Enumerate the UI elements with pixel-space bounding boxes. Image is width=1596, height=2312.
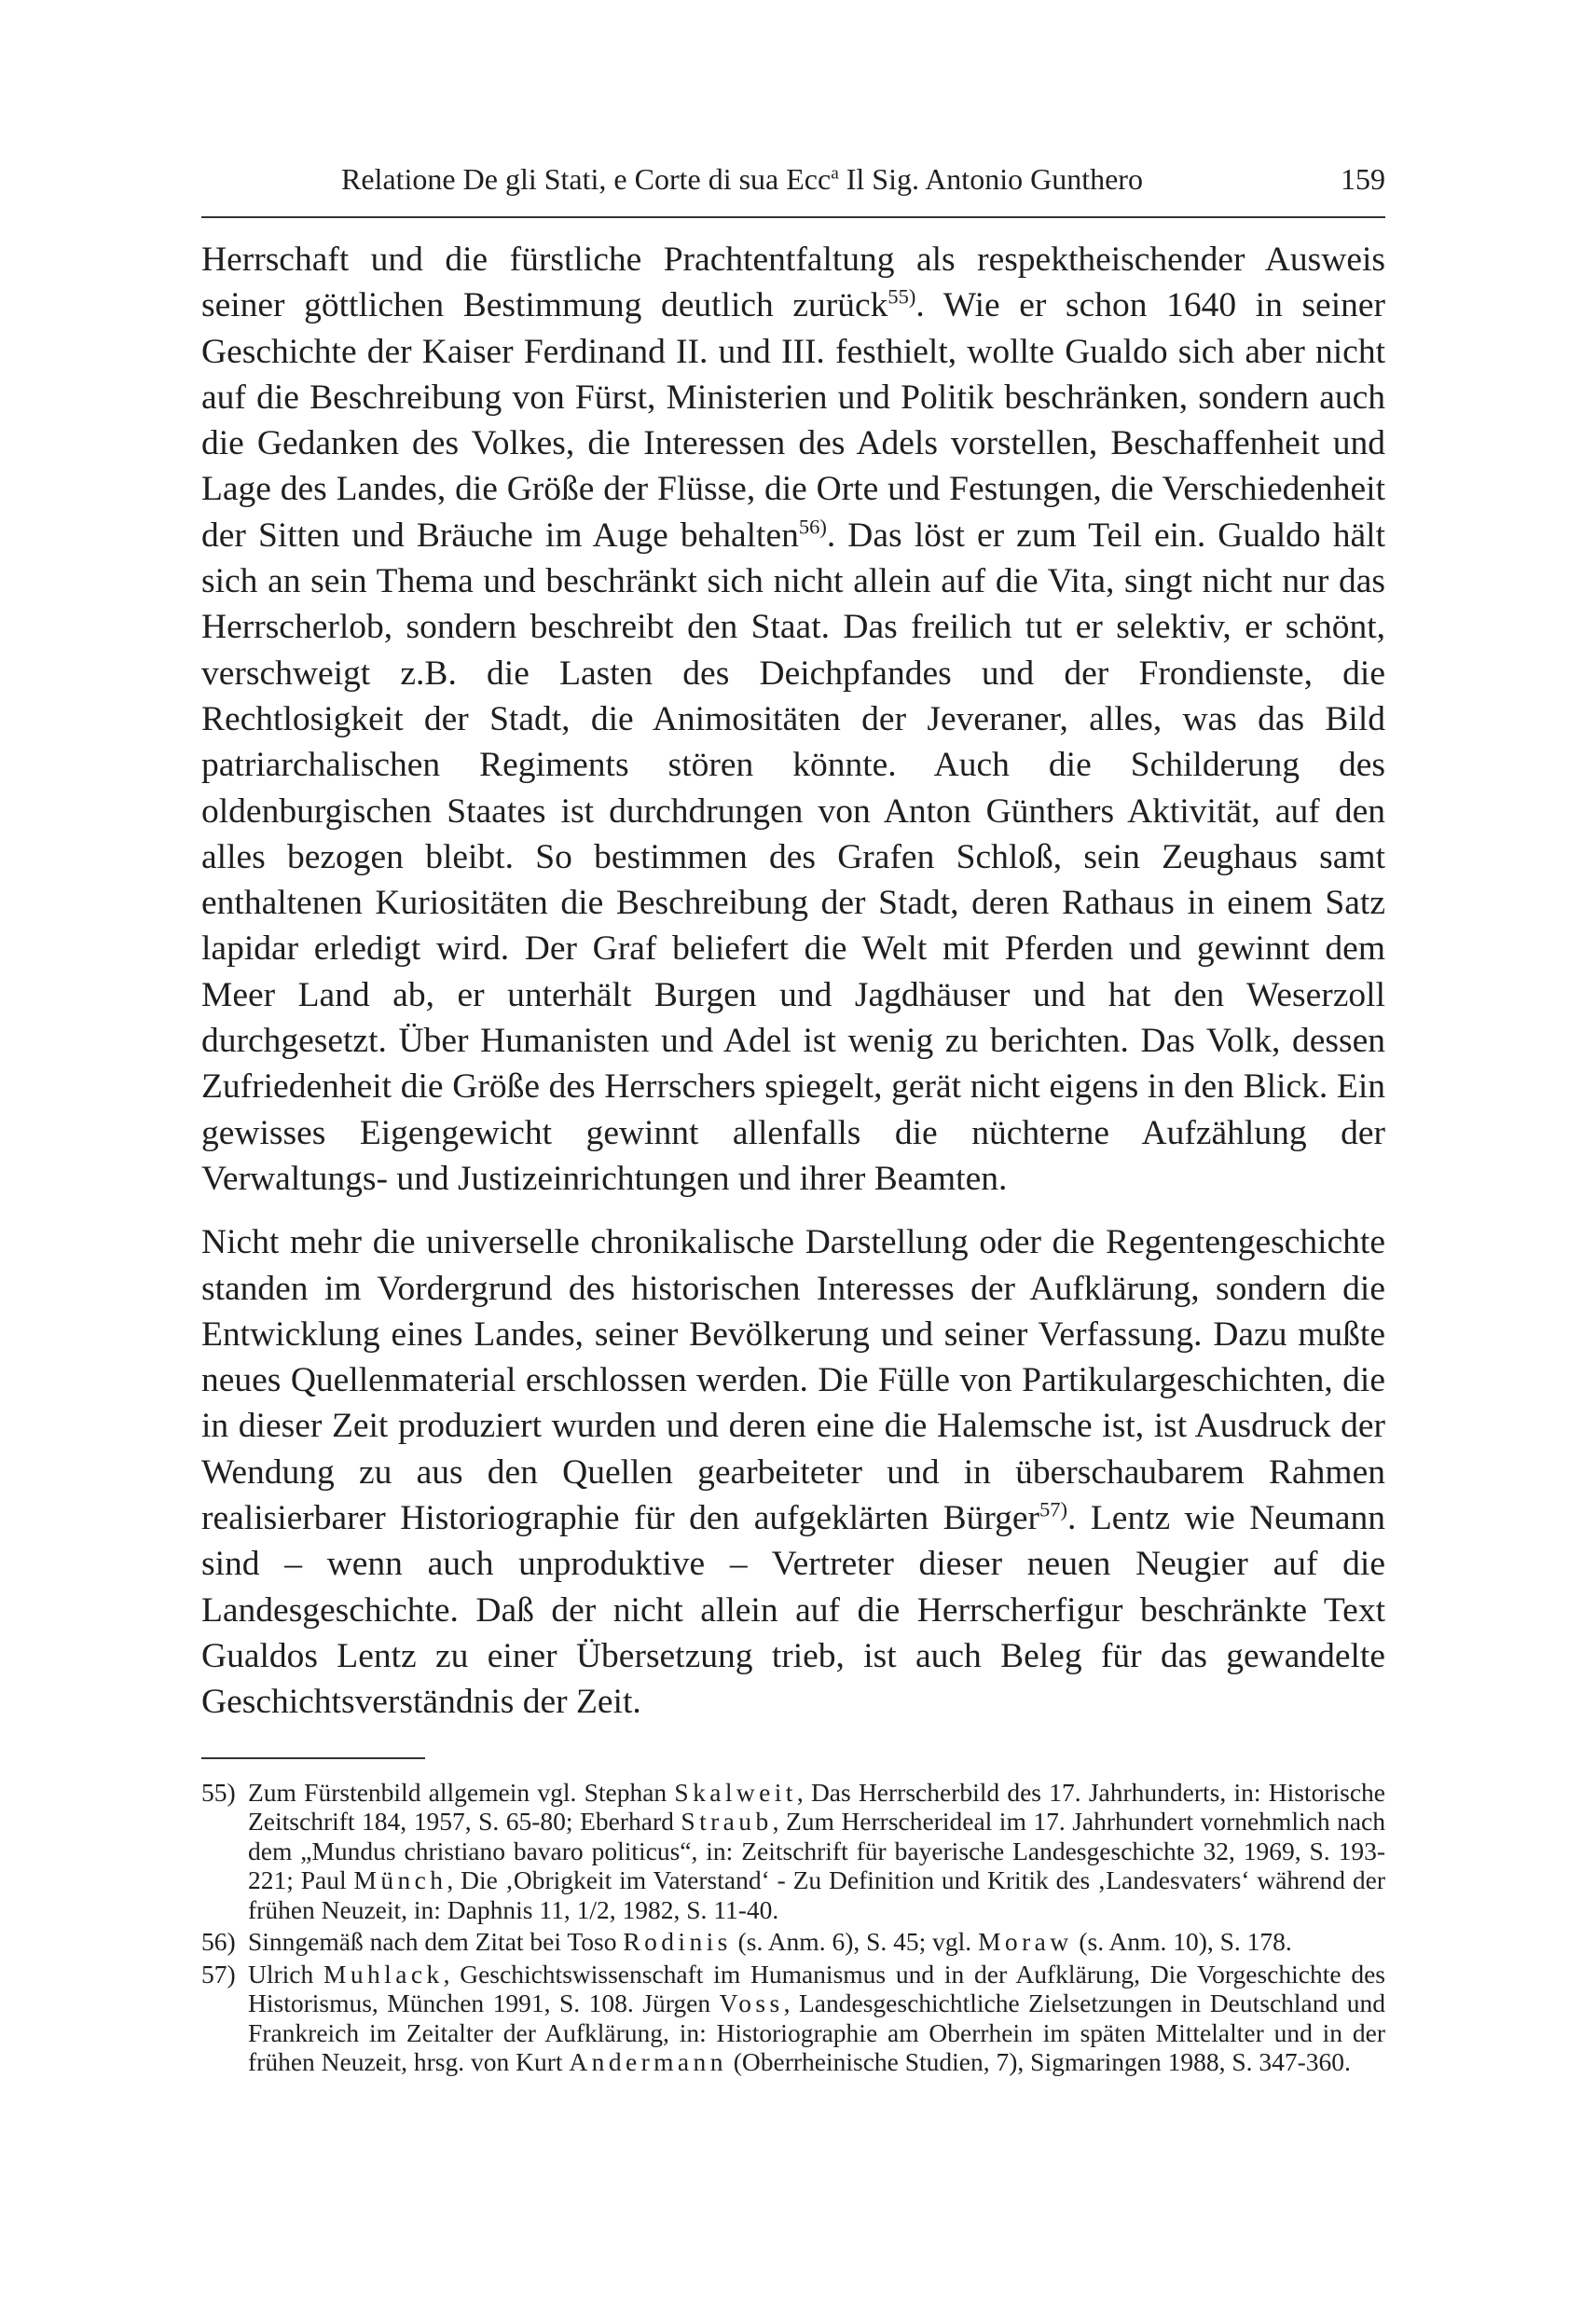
footnote-55-author-3: Münch: [353, 1865, 447, 1894]
footnote-ref-56: 56): [798, 515, 827, 539]
main-text: [201, 237, 1385, 1726]
footnote-57-text-2: , Geschichtswissenschaft im Humanismus und in der Aufklärung, Die Vorgeschichte des Historismus, München 1991, S. 108. Jürgen: [248, 1959, 1385, 2017]
footnote-55-author-1: Skalweit: [674, 1777, 797, 1807]
footnote-56-mark: 56): [201, 1927, 236, 1956]
footnote-56: [201, 1927, 1385, 1957]
page-number: 159: [1341, 162, 1385, 196]
running-title-text: Relatione De gli Stati, e Corte di sua Ecc: [341, 162, 832, 196]
footnote-ref-57: 57): [1039, 1497, 1068, 1521]
footnote-57-author-3: Andermann: [569, 2047, 727, 2076]
footnote-rule: [201, 1757, 425, 1759]
paragraph-2-text-a: Nicht mehr die universelle chronikalische Darstellung oder die Regentengeschichte standen im Vordergrund des historischen Interesses der Aufklärung, sondern die Entwicklung eines Landes, seiner Bevölkerung und seiner Verfassung. Dazu mußte neues Quellenmaterial erschlossen werden. Die Fülle von Partikulargeschichten, die in dieser Zeit produziert wurden und deren eine die Halemsche ist, ist Ausdruck der Wendung zu aus den Quellen gearbeiteter und in überschaubarem Rahmen realisierbarer Historiographie für den aufgeklärten Bürger: [201, 1223, 1385, 1538]
paragraph-1-text-c: . Das löst er zum Teil ein. Gualdo hält sich an sein Thema und beschränkt sich nicht allein auf die Vita, singt nicht nur das Herrscherlob, sondern beschreibt den Staat. Das freilich tut er selektiv, er schönt, verschweigt z.B. die Lasten des Deichpfandes und der Frondienste, die Rechtlosigkeit der Stadt, die Animositäten der Jeveraner, alles, was das Bild patriarchalischen Regiments stören könnte. Auch die Schilderung des oldenburgischen Staates ist durchdrungen von Anton Günthers Aktivität, auf den alles bezogen bleibt. So bestimmen des Grafen Schloß, sein Zeughaus samt enthaltenen Kuriositäten die Beschreibung der Stadt, deren Rathaus in einem Satz lapidar erledigt wird. Der Graf beliefert die Welt mit Pferden und gewinnt dem Meer Land ab, er unterhält Burgen und Jagdhäuser und hat den Weserzoll durchgesetzt. Über Humanisten und Adel ist wenig zu berichten. Das Volk, dessen Zufriedenheit die Größe des Herrschers spiegelt, gerät nicht eigens in den Blick. Ein gewisses Eigengewicht gewinnt allenfalls die nüchterne Aufzählung der Verwaltungs- und Justizeinrichtungen und ihrer Beamten.: [201, 516, 1385, 1198]
header-rule: [201, 216, 1385, 218]
paragraph-2-text-b: . Lentz wie Neumann sind – wenn auch unproduktive – Vertreter dieser neuen Neugier auf die Landesgeschichte. Daß der nicht allein auf die Herrscherfigur beschränkte Text Gualdos Lentz zu einer Übersetzung trieb, ist auch Beleg für das gewandelte Geschichtsverständnis der Zeit.: [201, 1499, 1386, 1722]
footnote-57-mark: 57): [201, 1959, 236, 1989]
footnotes: [201, 1778, 1385, 2077]
paragraph-1-text-a: Herrschaft und die fürstliche Prachtentfaltung als respektheischender Ausweis seiner göttlichen Bestimmung deutlich zurück: [201, 241, 1385, 325]
paragraph-2: [201, 1219, 1385, 1725]
footnote-56-text-2: (s. Anm. 6), S. 45; vgl.: [731, 1927, 979, 1956]
running-title: [341, 151, 1143, 207]
running-head: [201, 140, 1385, 196]
paragraph-1-text-b: . Wie er schon 1640 in seiner Geschichte der Kaiser Ferdinand II. und III. festhielt, wollte Gualdo sich aber nicht auf die Beschreibung von Fürst, Ministerien und Politik beschränken, sondern auch die Gedanken des Volkes, die Interessen des Adels vorstellen, Beschaffenheit und Lage des Landes, die Größe der Flüsse, die Orte und Festungen, die Verschiedenheit der Sitten und Bräuche im Auge behalten: [201, 286, 1385, 555]
footnote-57-text-3: , Landesgeschichtliche Zielsetzungen in Deutschland und Frankreich im Zeitalter der Aufklärung, in: Historiographie am Oberrhein im späten Mittelalter und in der frühen Neuzeit, hrsg. von Kurt: [248, 1989, 1385, 2076]
paragraph-1: [201, 237, 1385, 1202]
footnote-56-text-3: (s. Anm. 10), S. 178.: [1072, 1927, 1292, 1956]
footnote-57: [201, 1960, 1385, 2077]
footnote-57-author-1: Muhlack: [323, 1959, 444, 1989]
footnote-57-text-4: (Oberrheinische Studien, 7), Sigmaringen 1988, S. 347-360.: [726, 2047, 1351, 2076]
footnote-57-text-1: Ulrich: [248, 1959, 324, 1989]
footnote-55-text-2: , Das Herrscherbild des 17. Jahrhunderts, in: Historische Zeitschrift 184, 1957, S. 65-80; Eberhard: [248, 1777, 1385, 1836]
running-title-superscript: a: [831, 163, 839, 184]
footnote-57-author-2: Voss: [719, 1989, 784, 2017]
footnote-55-text-1: Zum Fürstenbild allgemein vgl. Stephan: [248, 1777, 675, 1807]
footnote-55-author-2: Straub: [681, 1807, 773, 1836]
footnote-55-mark: 55): [201, 1777, 236, 1807]
footnote-55-text-4: , Die ‚Obrigkeit im Vaterstand‘ - Zu Definition und Kritik des ‚Landesvaters‘ während der frühen Neuzeit, in: Daphnis 11, 1/2, 1982, S. 11-40.: [248, 1865, 1385, 1924]
footnote-ref-55: 55): [887, 284, 916, 309]
book-page: [201, 140, 1385, 2080]
footnote-56-author-1: Rodinis: [623, 1927, 732, 1956]
footnote-56-text-1: Sinngemäß nach dem Zitat bei Toso: [248, 1927, 624, 1956]
footnote-55: [201, 1778, 1385, 1925]
footnote-55-text-3: , Zum Herrscherideal im 17. Jahrhundert vornehmlich nach dem „Mundus christiano bavaro politicus“, in: Zeitschrift für bayerische Landesgeschichte 32, 1969, S. 193-221; Paul: [248, 1807, 1385, 1894]
running-title-text-end: Il Sig. Antonio Gunthero: [838, 162, 1143, 196]
footnote-56-author-2: Moraw: [978, 1927, 1073, 1956]
